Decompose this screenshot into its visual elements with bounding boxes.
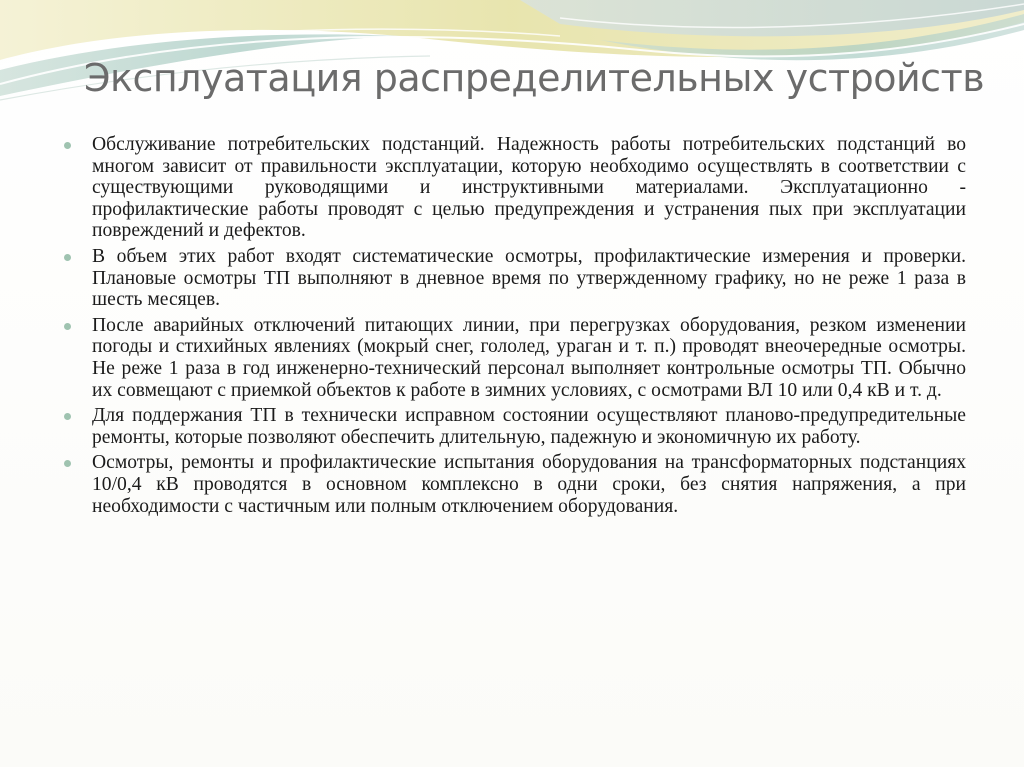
list-item-text: В объем этих работ входят систематические осмотры, профилактические измерения и проверки. Плановые осмотры ТП выполняют в дневное время по утвержденному графику, но не реже 1 раза в шесть месяцев. — [92, 245, 966, 311]
bullet-dot-icon — [64, 254, 71, 261]
list-item-text: Осмотры, ремонты и профилактические испытания оборудования на трансформаторных подстанциях 10/0,4 кВ проводятся в основном комплексно в одни сроки, без снятия напряжения, а при необходимости с частичным или полным отключением оборудования. — [92, 452, 966, 517]
list-item — [64, 452, 966, 517]
slide-title: Эксплуатация распределительных устройств — [84, 56, 985, 100]
bullet-list — [64, 134, 966, 521]
bullet-dot-icon — [64, 142, 71, 149]
bullet-dot-icon — [64, 323, 71, 330]
list-item-text: Обслуживание потребительских подстанций. Надежность работы потребительских подстанций во многом зависит от правильности эксплуатации, которую необходимо осуществлять в соответствии с существующими руководящими и инструктивными материалами. Эксплуатационно - профилактические работы проводят с целью предупреждения и устранения пых при эксплуатации повреждений и дефектов. — [92, 134, 966, 242]
bullet-dot-icon — [64, 413, 71, 420]
list-item-text: Для поддержания ТП в технически исправном состоянии осуществляют планово-предупредительные ремонты, которые позволяют обеспечить длительную, падежную и экономичную их работу. — [92, 405, 966, 448]
list-item — [64, 246, 966, 311]
bullet-dot-icon — [64, 460, 71, 467]
list-item-text: После аварийных отключений питающих линии, при перегрузках оборудования, резком изменении погоды и стихийных явлениях (мокрый снег, гололед, ураган и т. п.) проводят внеочередные осмотры. Не реже 1 раза в год инженерно-технический персонал выполняет контрольные осмотры ТП. Обычно их совмещают с приемкой объектов к работе в зимних условиях, с осмотрами ВЛ 10 или 0,4 кВ и т. д. — [92, 314, 966, 401]
list-item — [64, 134, 966, 242]
list-item — [64, 405, 966, 448]
list-item — [64, 315, 966, 401]
